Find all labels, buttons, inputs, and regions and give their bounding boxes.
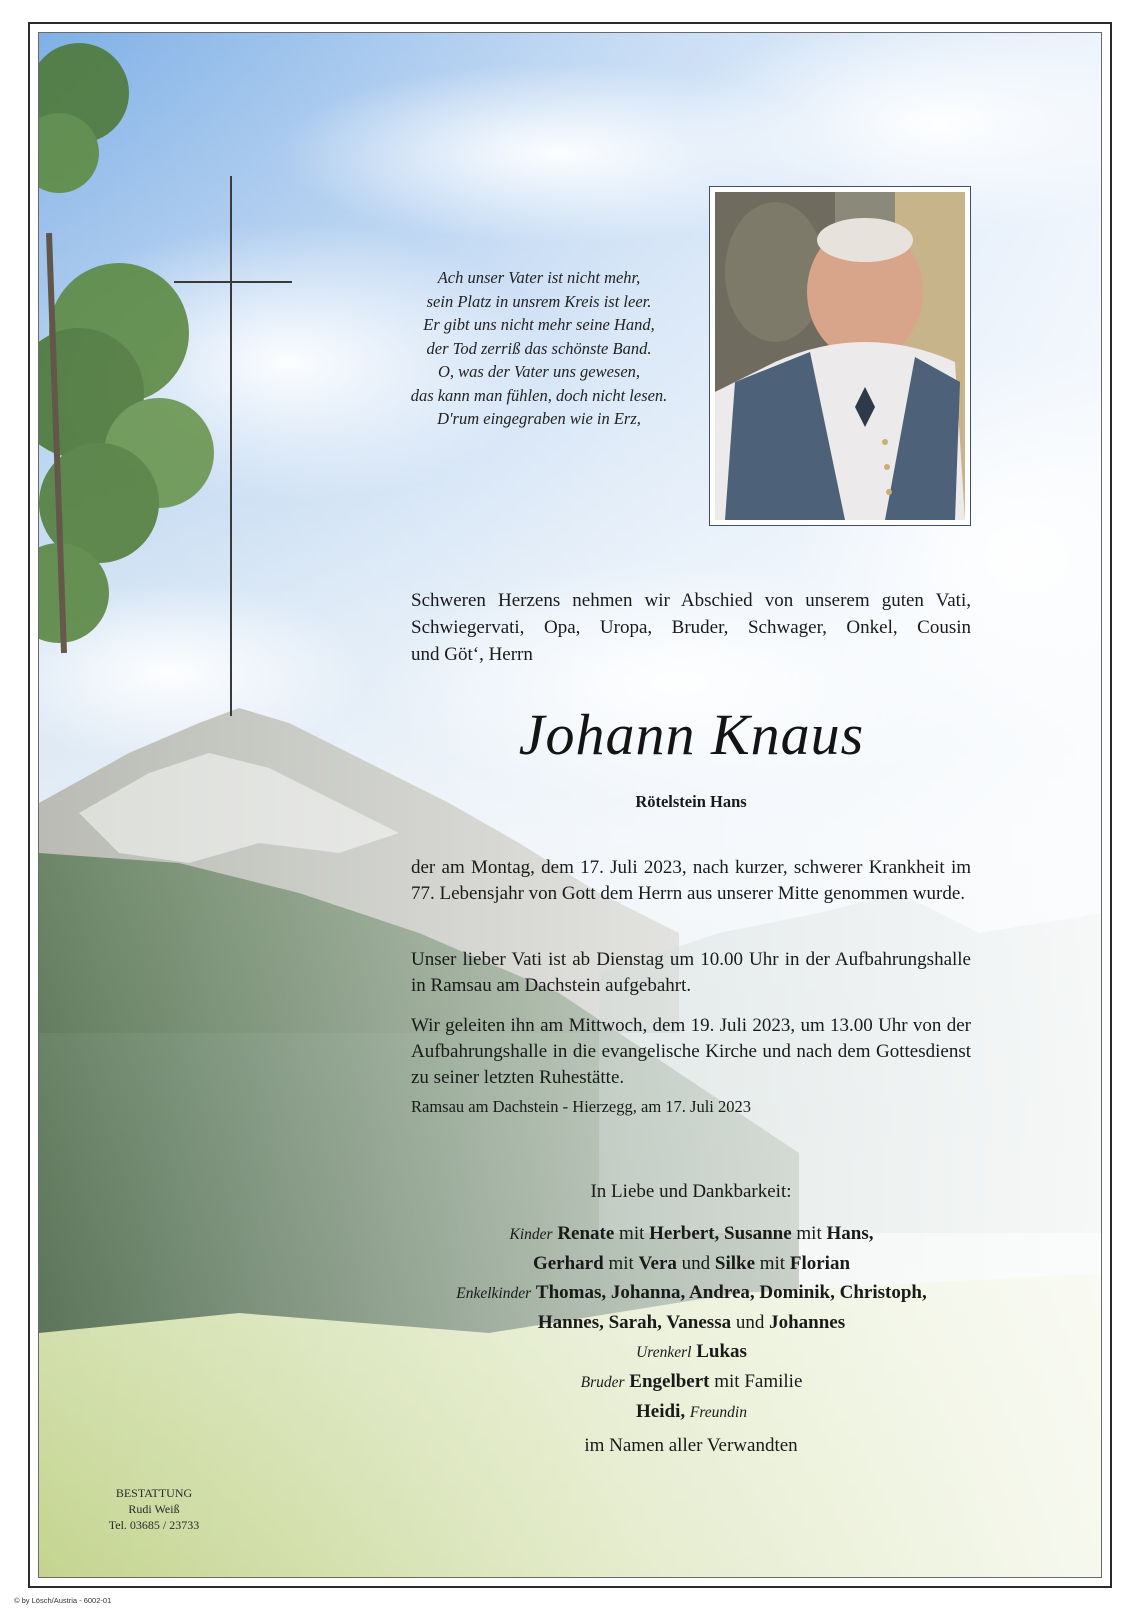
death-notice-paragraph: der am Montag, dem 17. Juli 2023, nach kurzer, schwerer Krankheit im 77. Lebensjahr von Gott dem Herrn aus unserer Mitte genommen wurde. (411, 857, 971, 904)
poem-line: der Tod zerriß das schönste Band. (426, 338, 652, 358)
family-line-urenkel (379, 1337, 1004, 1367)
closing-line: im Namen aller Verwandten (584, 1435, 798, 1456)
portrait-photo (709, 186, 971, 526)
role-label: Bruder (580, 1374, 625, 1391)
family-line-kinder (379, 1219, 1004, 1249)
portrait-image (715, 192, 965, 520)
role-label: Kinder (509, 1226, 553, 1243)
family-name: Hannes, Sarah, Vanessa (537, 1312, 732, 1333)
role-label: Enkelkinder (456, 1285, 532, 1302)
cross-horizontal-beam (174, 281, 292, 283)
poem-line: O, was der Vater uns gewesen, (437, 362, 641, 381)
poem-line: Er gibt uns nicht mehr seine Hand, (423, 315, 655, 334)
deceased-name: Johann Knaus (518, 702, 865, 767)
family-name: Vera (638, 1253, 677, 1274)
undertaker-phone: Tel. 03685 / 23733 (108, 1518, 200, 1532)
family-name: Thomas, Johanna, Andrea, Dominik, Christoph, (535, 1282, 927, 1303)
copyright-note: © by Lösch/Austria - 6002-01 (14, 1596, 112, 1605)
funeral-paragraph: Wir geleiten ihn am Mittwoch, dem 19. Juli 2023, um 13.00 Uhr von der Aufbahrungshalle in die evangelische Kirche und nach dem Gottesdienst zu seiner letzten Ruhestätte. (411, 1015, 971, 1088)
family-line-bruder (379, 1367, 1004, 1397)
poem-line: das kann man fühlen, doch nicht lesen. (410, 385, 668, 405)
connector-word: und (681, 1253, 711, 1274)
outer-border (28, 22, 1112, 1588)
undertaker-title: BESTATTUNG (115, 1486, 193, 1500)
family-line-kinder-2 (379, 1249, 1004, 1278)
family-name: Florian (789, 1253, 851, 1274)
deceased-nickname: Rötelstein Hans (635, 792, 747, 811)
family-name: Heidi, (636, 1401, 686, 1422)
viewing-paragraph: Unser lieber Vati ist ab Dienstag um 10.00 Uhr in der Aufbahrungshalle in Ramsau am Dachstein aufgebahrt. (411, 949, 971, 996)
place-and-date: Ramsau am Dachstein - Hierzegg, am 17. Juli 2023 (411, 1097, 751, 1116)
connector-word: mit Familie (714, 1371, 803, 1392)
connector-word: mit (759, 1253, 786, 1274)
intro-text (411, 587, 971, 668)
poem-verse (369, 266, 709, 431)
connector-word: mit (619, 1223, 645, 1244)
family-line-enkel-2 (379, 1308, 1004, 1337)
connector-word: und (735, 1312, 765, 1333)
role-label: Urenkerl (636, 1344, 692, 1361)
thanks-heading: In Liebe und Dankbarkeit: (590, 1181, 792, 1202)
connector-word: mit (796, 1223, 822, 1244)
intro-line: und Göt‘, Herrn (411, 644, 533, 665)
intro-line: Schweren Herzens nehmen wir Abschied von unserem guten Vati, (411, 590, 971, 611)
connector-word: mit (608, 1253, 634, 1274)
poem-line: D'rum eingegraben wie in Erz, (437, 409, 641, 428)
role-label: Freundin (689, 1404, 747, 1421)
family-list (379, 1219, 1004, 1427)
family-name: Lukas (696, 1341, 747, 1362)
family-name: Johannes (769, 1312, 846, 1333)
undertaker-name: Rudi Weiß (128, 1502, 180, 1516)
family-name: Gerhard (532, 1253, 604, 1274)
cross-vertical-beam (230, 176, 232, 716)
family-name: Silke (714, 1253, 755, 1274)
family-name: Herbert, Susanne (649, 1223, 792, 1244)
poem-line: Ach unser Vater ist nicht mehr, (437, 268, 641, 287)
intro-line: Schwiegervati, Opa, Uropa, Bruder, Schwager, Onkel, Cousin (411, 617, 971, 638)
family-name: Engelbert (629, 1371, 710, 1392)
undertaker-info (79, 1485, 229, 1533)
family-name: Hans, (826, 1223, 874, 1244)
family-name: Renate (557, 1223, 615, 1244)
family-line-freundin (379, 1397, 1004, 1427)
background-panel (38, 32, 1102, 1578)
family-line-enkel (379, 1278, 1004, 1308)
poem-line: sein Platz in unsrem Kreis ist leer. (426, 291, 652, 311)
